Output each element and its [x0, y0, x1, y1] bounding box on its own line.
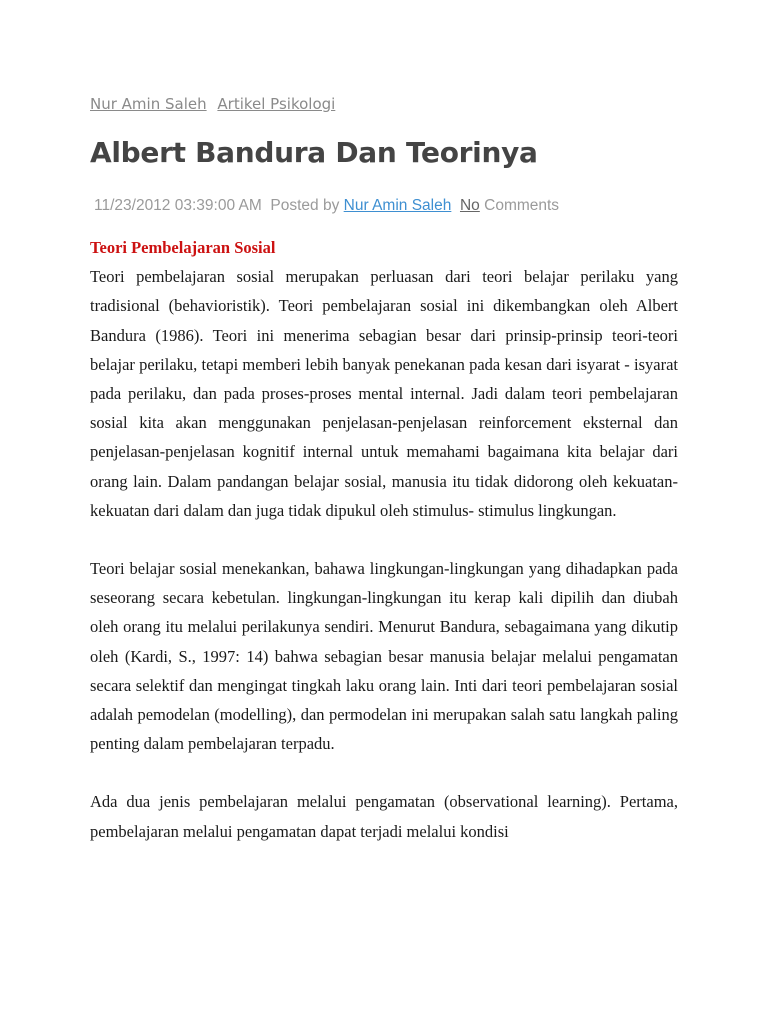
article-body: [90, 233, 678, 846]
paragraph-1: Teori pembelajaran sosial merupakan perluasan dari teori belajar perilaku yang tradisional (behavioristik). Teori pembelajaran sosial ini dikembangkan oleh Albert Bandura (1986). Teori ini menerima sebagian besar dari prinsip-prinsip teori-teori belajar perilaku, tetapi memberi lebih banyak penekanan pada kesan dari isyarat - isyarat pada perilaku, dan pada proses-proses mental internal. Jadi dalam teori pembelajaran sosial kita akan menggunakan penjelasan-penjelasan reinforcement eksternal dan penjelasan-penjelasan kognitif internal untuk memahami bagaimana kita belajar dari orang lain. Dalam pandangan belajar sosial, manusia itu tidak didorong oleh kekuatan-kekuatan dari dalam dan juga tidak dipukul oleh stimulus- stimulus lingkungan.: [90, 267, 678, 520]
posted-by-label: Posted by: [270, 197, 340, 214]
article-title: Albert Bandura Dan Teorinya: [90, 136, 538, 169]
post-timestamp: 11/23/2012 03:39:00 AM: [94, 197, 262, 214]
breadcrumb-author-link[interactable]: Nur Amin Saleh: [90, 95, 207, 113]
comments-count-link[interactable]: No: [459, 197, 480, 214]
paragraph-3: Ada dua jenis pembelajaran melalui pengamatan (observational learning). Pertama, pembelajaran melalui pengamatan dapat terjadi melalui kondisi: [90, 792, 678, 841]
breadcrumb: [90, 95, 341, 113]
section-heading: Teori Pembelajaran Sosial: [90, 238, 276, 257]
paragraph-2: Teori belajar sosial menekankan, bahawa lingkungan-lingkungan yang dihadapkan pada seseorang secara kebetulan. lingkungan-lingkungan itu kerap kali dipilih dan diubah oleh orang itu melalui perilakunya sendiri. Menurut Bandura, sebagaimana yang dikutip oleh (Kardi, S., 1997: 14) bahwa sebagian besar manusia belajar melalui pengamatan secara selektif dan mengingat tingkah laku orang lain. Inti dari teori pembelajaran sosial adalah pemodelan (modelling), dan permodelan ini merupakan salah satu langkah paling penting dalam pembelajaran terpadu.: [90, 559, 678, 754]
breadcrumb-category-link[interactable]: Artikel Psikologi: [217, 95, 336, 113]
comments-label: Comments: [484, 197, 560, 214]
post-meta: [94, 197, 559, 215]
post-author-link[interactable]: Nur Amin Saleh: [343, 197, 452, 214]
